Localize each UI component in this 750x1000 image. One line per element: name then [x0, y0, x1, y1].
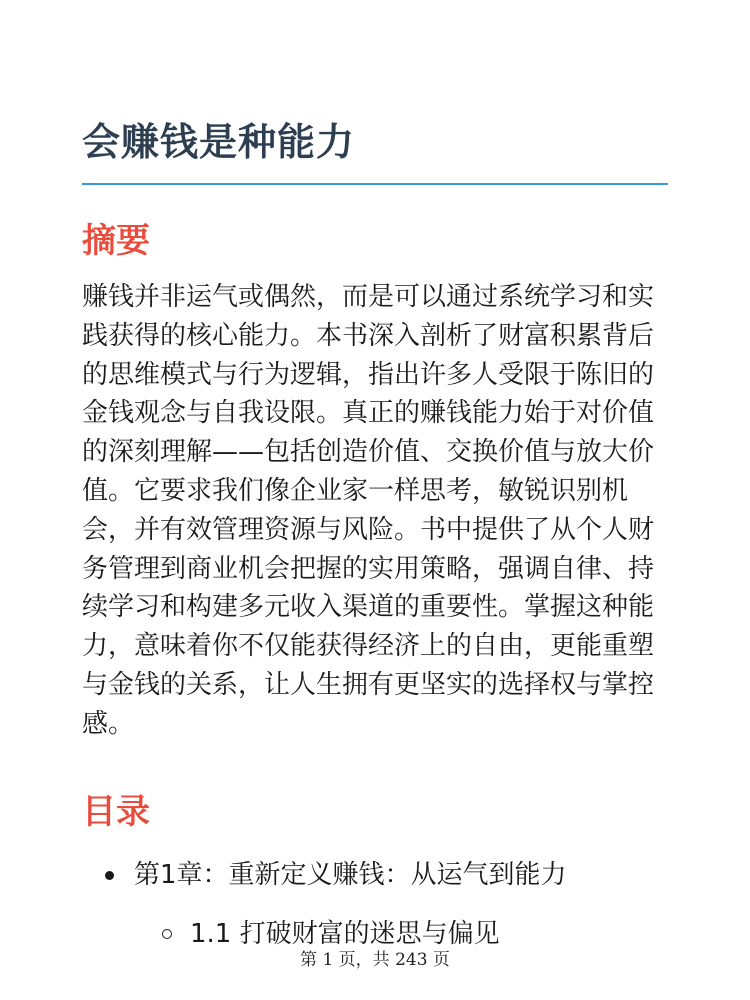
summary-heading: 摘要: [82, 221, 150, 261]
title-divider: [82, 183, 668, 185]
page-number: 第 1 页，共 243 页: [300, 950, 450, 970]
toc-heading: 目录: [82, 792, 150, 832]
toc-subitem-label: 1.1 打破财富的迷思与偏见: [190, 919, 500, 949]
bullet-circle-icon: [162, 929, 172, 939]
book-title: 会赚钱是种能力: [82, 120, 356, 164]
summary-paragraph: 赚钱并非运气或偶然，而是可以通过系统学习和实践获得的核心能力。本书深入剖析了财富积累背后的思维模式与行为逻辑，指出许多人受限于陈旧的金钱观念与自我设限。真正的赚钱能力始于对价值的深刻理解——包括创造价值、交换价值与放大价值。它要求我们像企业家一样思考，敏锐识别机会，并有效管理资源与风险。书中提供了从个人财务管理到商业机会把握的实用策略，强调自律、持续学习和构建多元收入渠道的重要性。掌握这种能力，意味着你不仅能获得经济上的自由，更能重塑与金钱的关系，让人生拥有更坚实的选择权与掌控感。: [82, 282, 655, 739]
toc-item-chapter-1[interactable]: [105, 853, 567, 897]
bullet-disc-icon: [105, 871, 114, 880]
toc-item-label: 第1章：重新定义赚钱：从运气到能力: [134, 860, 567, 890]
